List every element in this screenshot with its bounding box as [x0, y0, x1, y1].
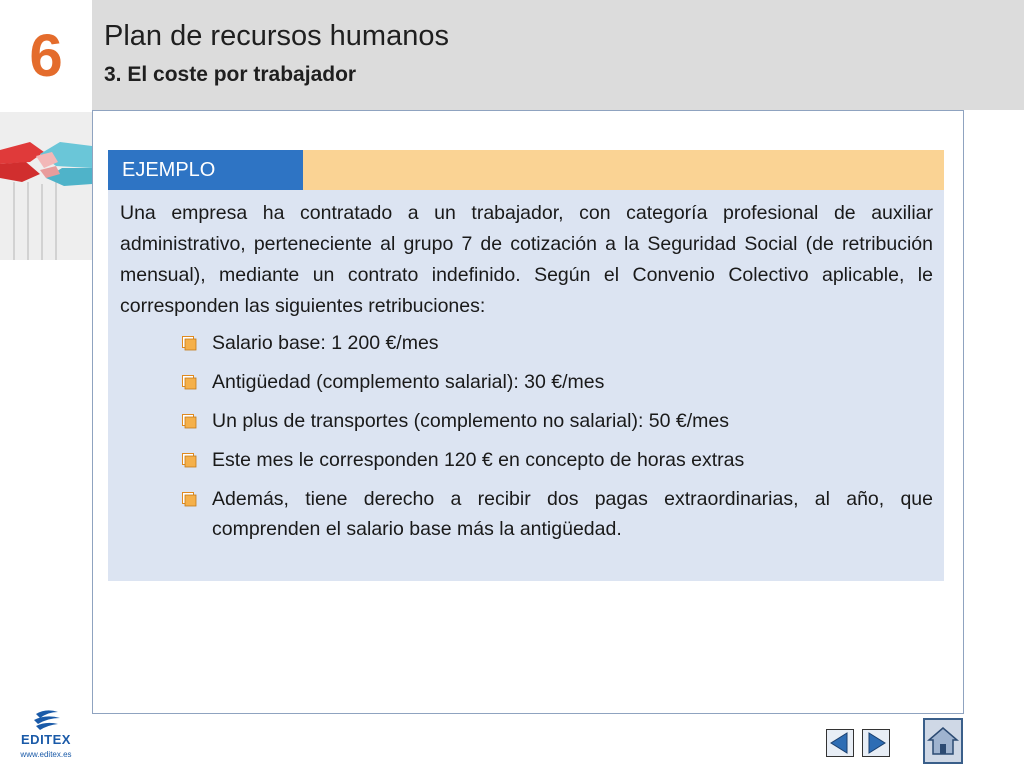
page-title: Plan de recursos humanos	[104, 20, 449, 52]
retribution-list	[180, 328, 933, 553]
list-item	[180, 445, 933, 475]
list-item	[180, 484, 933, 544]
list-item	[180, 367, 933, 397]
chapter-number: 6	[29, 21, 63, 89]
example-paragraph: Una empresa ha contratado a un trabajador, con categoría profesional de auxiliar administrativo, perteneciente al grupo 7 de cotización a la Seguridad Social (de retribución mensual), mediante un contrato indefinido. Según el Convenio Colectivo aplicable, le corresponden las siguientes retribuciones:	[120, 202, 933, 317]
triangle-right-icon	[863, 730, 889, 756]
list-item-text: Este mes le corresponden 120 € en concepto de horas extras	[212, 449, 745, 471]
checkbox-bullet-icon	[182, 336, 197, 351]
checkbox-bullet-icon	[182, 453, 197, 468]
list-item-text: Antigüedad (complemento salarial): 30 €/mes	[212, 371, 605, 393]
checkbox-bullet-icon	[182, 414, 197, 429]
logo-url: www.editex.es	[20, 750, 72, 759]
list-item-text: Además, tiene derecho a recibir dos pagas extraordinarias, al año, que comprenden el salario base más la antigüedad.	[212, 488, 933, 540]
page-subtitle: 3. El coste por trabajador	[104, 63, 357, 86]
handshake-icon	[0, 112, 92, 260]
previous-slide-button[interactable]	[826, 729, 854, 757]
home-button[interactable]	[923, 718, 963, 764]
handshake-illustration	[0, 112, 92, 260]
list-item-text: Un plus de transportes (complemento no salarial): 50 €/mes	[212, 410, 729, 432]
list-item	[180, 406, 933, 436]
example-header-bar	[303, 150, 944, 190]
triangle-left-icon	[827, 730, 853, 756]
list-item	[180, 328, 933, 358]
list-item-text: Salario base: 1 200 €/mes	[212, 332, 439, 354]
editex-logo	[14, 708, 78, 764]
home-icon	[925, 720, 961, 762]
header-bar	[92, 0, 1024, 110]
editex-logo-icon	[14, 708, 78, 734]
example-label: EJEMPLO	[108, 150, 303, 190]
checkbox-bullet-icon	[182, 492, 197, 507]
logo-text: EDITEX	[21, 732, 71, 747]
next-slide-button[interactable]	[862, 729, 890, 757]
checkbox-bullet-icon	[182, 375, 197, 390]
